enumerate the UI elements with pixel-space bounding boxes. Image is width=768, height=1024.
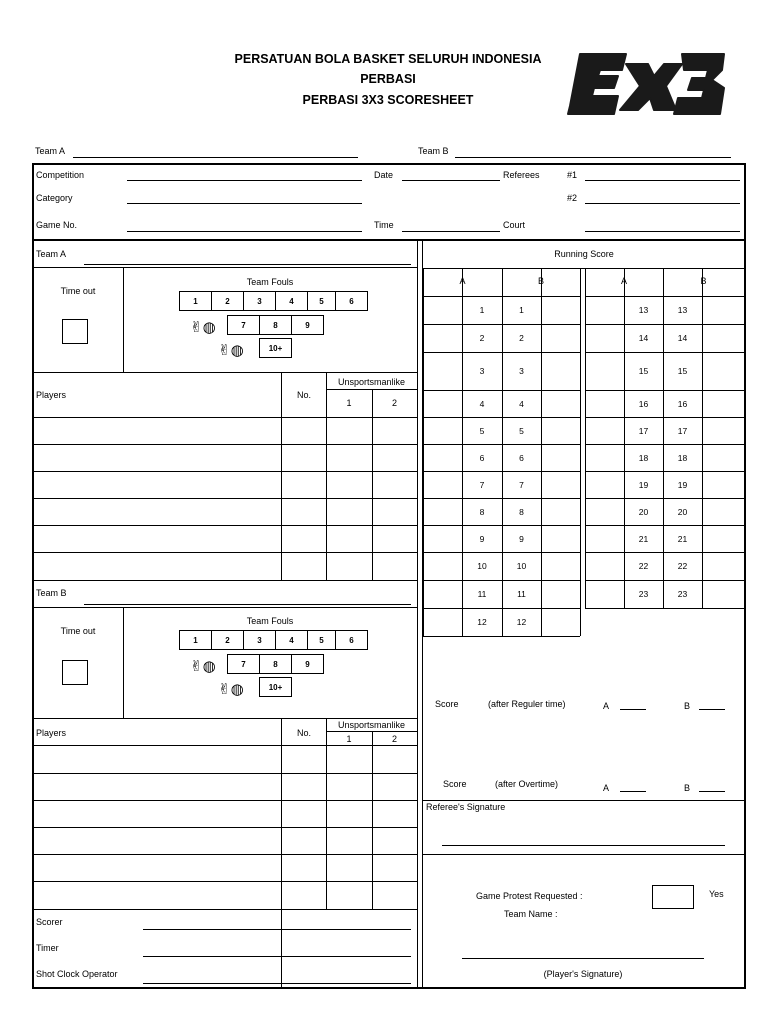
team-b-player-row[interactable]: [33, 745, 417, 746]
scoresheet-frame: [32, 163, 746, 989]
team-a-name-field[interactable]: [73, 157, 358, 158]
running-score-row-line: [585, 498, 745, 499]
running-score-a-number[interactable]: 2: [479, 333, 485, 343]
running-score-a-number[interactable]: 22: [638, 561, 649, 571]
team-b-foul-box-10plus[interactable]: 10+: [259, 677, 292, 697]
divider: [123, 608, 124, 718]
divider: [33, 239, 745, 241]
referee-1-field[interactable]: [585, 180, 740, 181]
score-overtime-label: Score: [443, 779, 467, 789]
top-team-b-label: Team B: [418, 146, 449, 156]
running-score-b-number[interactable]: 2: [519, 333, 524, 343]
score-overtime-a-field[interactable]: [620, 791, 646, 792]
running-score-a-number[interactable]: 15: [638, 366, 649, 376]
running-score-a-number[interactable]: 1: [479, 305, 485, 315]
running-score-a-number[interactable]: 17: [638, 425, 649, 436]
running-score-a-number[interactable]: 6: [479, 452, 485, 463]
3x3-logo: [566, 50, 726, 120]
running-score-row-line: [585, 580, 745, 581]
divider: [326, 372, 327, 580]
team-a-timeout-box[interactable]: [62, 319, 88, 344]
time-label: Time: [374, 220, 394, 230]
running-score-b-number[interactable]: 15: [677, 366, 688, 376]
hand-and-ball-icon: ✌◍: [190, 658, 216, 675]
referees-label: Referees: [503, 170, 540, 180]
hand-and-ball-icon: ✌◍: [218, 342, 244, 359]
divider: [423, 800, 745, 801]
team-b-player-row[interactable]: [33, 854, 417, 855]
team-b-section-label: Team B: [36, 588, 67, 598]
team-a-players-label: Players: [36, 390, 67, 400]
team-a-player-row[interactable]: [33, 444, 417, 445]
game-no-field[interactable]: [127, 231, 362, 232]
team-b-section-name-field[interactable]: [84, 604, 411, 605]
running-score-b-number[interactable]: 8: [519, 506, 524, 517]
running-score-a-number[interactable]: 3: [479, 366, 485, 376]
divider: [33, 718, 417, 719]
team-b-player-row[interactable]: [33, 827, 417, 828]
team-a-foul-box[interactable]: 2: [211, 291, 244, 311]
score-overtime-b-field[interactable]: [699, 791, 725, 792]
team-a-foul-box[interactable]: 8: [259, 315, 292, 335]
court-label: Court: [503, 220, 526, 230]
divider: [585, 268, 586, 608]
team-a-foul-box[interactable]: 3: [243, 291, 276, 311]
divider: [281, 372, 282, 580]
running-score-b-number[interactable]: 16: [677, 398, 688, 409]
team-a-foul-box[interactable]: 7: [227, 315, 260, 335]
divider: [702, 268, 703, 608]
after-overtime-label: (after Overtime): [495, 779, 559, 789]
header-line-3: PERBASI 3X3 SCORESHEET: [302, 93, 474, 107]
running-score-b-number[interactable]: 10: [516, 561, 527, 571]
team-a-foul-box[interactable]: 9: [291, 315, 324, 335]
timer-label: Timer: [36, 943, 59, 953]
shot-clock-operator-label: Shot Clock Operator: [36, 969, 118, 979]
team-a-player-row[interactable]: [33, 498, 417, 499]
divider: [580, 268, 581, 636]
team-b-player-row[interactable]: [33, 773, 417, 774]
team-b-foul-box[interactable]: 2: [211, 630, 244, 650]
running-score-a-number[interactable]: 9: [479, 533, 485, 544]
divider: [417, 240, 418, 988]
team-b-player-row[interactable]: [33, 800, 417, 801]
running-score-row-line: [423, 636, 580, 637]
running-score-row-line: [585, 417, 745, 418]
team-a-player-row[interactable]: [33, 552, 417, 553]
running-score-b-number[interactable]: 3: [519, 366, 524, 376]
divider: [624, 268, 625, 608]
team-b-foul-box[interactable]: 4: [275, 630, 308, 650]
team-a-section-label: Team A: [36, 249, 67, 259]
running-score-b-number[interactable]: 6: [519, 452, 524, 463]
team-a-player-row[interactable]: [33, 525, 417, 526]
team-a-fouls-label: Team Fouls: [246, 277, 294, 287]
scorer-field[interactable]: [143, 929, 411, 930]
running-score-row-line: [585, 552, 745, 553]
category-label: Category: [36, 193, 73, 203]
competition-field[interactable]: [127, 180, 362, 181]
player-signature-label: (Player's Signature): [543, 969, 623, 979]
team-b-foul-box[interactable]: 1: [179, 630, 212, 650]
team-b-timeout-label: Time out: [60, 626, 96, 636]
running-score-b-number[interactable]: 11: [517, 589, 526, 599]
header-line-1: PERSATUAN BOLA BASKET SELURUH INDONESIA: [234, 52, 542, 66]
running-score-a-number[interactable]: 19: [638, 479, 649, 490]
team-a-u1-label: 1: [346, 398, 352, 408]
team-a-section-name-field[interactable]: [84, 264, 411, 265]
divider: [123, 268, 124, 372]
team-b-foul-box[interactable]: 3: [243, 630, 276, 650]
running-score-b-number[interactable]: 14: [677, 333, 688, 343]
running-score-b-number[interactable]: 19: [677, 479, 688, 490]
running-score-b-number[interactable]: 12: [516, 617, 527, 627]
divider: [502, 268, 503, 636]
divider: [281, 909, 282, 988]
running-score-b-number[interactable]: 7: [519, 479, 524, 490]
score-regular-a-field[interactable]: [620, 709, 646, 710]
header-line-2: PERBASI: [360, 72, 416, 86]
team-a-u2-label: 2: [391, 398, 397, 408]
divider: [33, 909, 417, 910]
divider: [33, 580, 417, 581]
team-a-foul-box[interactable]: 4: [275, 291, 308, 311]
referee-2-label: #2: [567, 193, 578, 203]
running-score-b-number[interactable]: 20: [677, 506, 688, 517]
running-score-a-number[interactable]: 7: [479, 479, 485, 490]
hand-and-ball-icon: ✌◍: [218, 681, 244, 698]
timer-field[interactable]: [143, 956, 411, 957]
top-team-a-label: Team A: [35, 146, 66, 156]
team-a-player-row[interactable]: [33, 417, 417, 418]
team-a-no-label: No.: [296, 390, 311, 400]
running-score-col-b-label: B: [700, 276, 707, 286]
running-score-b-number[interactable]: 17: [677, 425, 688, 436]
running-score-b-number[interactable]: 22: [677, 561, 688, 571]
running-score-row-line: [585, 390, 745, 391]
team-b-players-label: Players: [36, 728, 67, 738]
player-signature-field[interactable]: [462, 958, 704, 959]
team-b-foul-box[interactable]: 7: [227, 654, 260, 674]
running-score-title: Running Score: [554, 249, 614, 259]
running-score-row-line: [585, 471, 745, 472]
team-a-foul-box[interactable]: 6: [335, 291, 368, 311]
category-field[interactable]: [127, 203, 362, 204]
running-score-b-number[interactable]: 23: [677, 589, 688, 599]
running-score-a-number[interactable]: 16: [638, 398, 649, 409]
team-a-timeout-label: Time out: [60, 286, 96, 296]
scorer-label: Scorer: [36, 917, 63, 927]
team-b-foul-box[interactable]: 9: [291, 654, 324, 674]
time-field[interactable]: [402, 231, 500, 232]
referee-1-label: #1: [567, 170, 578, 180]
running-score-a-number[interactable]: 11: [477, 589, 487, 599]
team-a-foul-box-10plus[interactable]: 10+: [259, 338, 292, 358]
court-field[interactable]: [585, 231, 740, 232]
running-score-a-number[interactable]: 4: [479, 398, 485, 409]
divider: [423, 854, 745, 855]
referee-signature-field[interactable]: [442, 845, 725, 846]
game-no-label: Game No.: [36, 220, 78, 230]
running-score-b-number[interactable]: 1: [519, 305, 524, 315]
score-overtime-b-label: B: [684, 783, 691, 793]
divider: [33, 267, 417, 268]
divider: [663, 268, 664, 608]
team-b-unsportsmanlike-label: Unsportsmanlike: [337, 720, 406, 730]
running-score-row-line: [585, 324, 745, 325]
running-score-b-number[interactable]: 21: [677, 533, 688, 544]
referee-signature-label: Referee's Signature: [426, 802, 506, 812]
running-score-col-a-label: A: [459, 276, 466, 286]
running-score-b-number[interactable]: 5: [519, 425, 524, 436]
running-score-a-number[interactable]: 23: [638, 589, 649, 599]
divider: [33, 372, 417, 373]
team-b-foul-box[interactable]: 5: [307, 630, 336, 650]
running-score-a-number[interactable]: 13: [638, 305, 649, 315]
competition-label: Competition: [36, 170, 85, 180]
running-score-row-line: [585, 525, 745, 526]
running-score-a-number[interactable]: 18: [638, 452, 649, 463]
team-a-foul-box[interactable]: 5: [307, 291, 336, 311]
running-score-b-number[interactable]: 4: [519, 398, 524, 409]
score-regular-b-label: B: [684, 701, 691, 711]
team-b-timeout-box[interactable]: [62, 660, 88, 685]
team-b-foul-box[interactable]: 8: [259, 654, 292, 674]
date-label: Date: [374, 170, 394, 180]
divider: [423, 268, 424, 636]
divider: [585, 296, 745, 297]
running-score-row-line: [585, 608, 745, 609]
team-a-foul-box[interactable]: 1: [179, 291, 212, 311]
running-score-a-number[interactable]: 14: [638, 333, 649, 343]
team-b-u1-label: 1: [346, 734, 352, 744]
team-b-player-row[interactable]: [33, 881, 417, 882]
running-score-a-number[interactable]: 10: [477, 561, 487, 571]
after-regular-time-label: (after Reguler time): [488, 699, 566, 709]
running-score-a-number[interactable]: 8: [479, 506, 485, 517]
running-score-row-line: [585, 444, 745, 445]
team-b-fouls-label: Team Fouls: [246, 616, 294, 626]
divider: [372, 731, 373, 909]
running-score-b-number[interactable]: 18: [677, 452, 688, 463]
protest-yes-checkbox[interactable]: [652, 885, 694, 909]
team-name-label: Team Name :: [504, 909, 558, 919]
running-score-a-number[interactable]: 5: [479, 425, 485, 436]
running-score-a-number[interactable]: 20: [638, 506, 649, 517]
divider: [744, 268, 745, 608]
divider: [33, 607, 417, 608]
divider: [462, 268, 463, 636]
referee-2-field[interactable]: [585, 203, 740, 204]
score-regular-label: Score: [435, 699, 459, 709]
score-overtime-a-label: A: [603, 783, 610, 793]
date-field[interactable]: [402, 180, 500, 181]
team-a-unsportsmanlike-label: Unsportsmanlike: [337, 377, 406, 387]
game-protest-label: Game Protest Requested :: [476, 891, 583, 901]
team-b-name-field[interactable]: [455, 157, 731, 158]
team-b-u2-label: 2: [391, 734, 397, 744]
team-a-player-row[interactable]: [33, 471, 417, 472]
divider: [423, 268, 745, 269]
divider: [541, 268, 542, 636]
running-score-row-line: [585, 352, 745, 353]
protest-yes-label: Yes: [709, 889, 724, 899]
running-score-a-number[interactable]: 12: [477, 617, 487, 627]
running-score-col-a-label: A: [620, 276, 627, 286]
score-regular-a-label: A: [603, 701, 610, 711]
shot-clock-operator-field[interactable]: [143, 983, 411, 984]
hand-and-ball-icon: ✌◍: [190, 319, 216, 336]
team-b-foul-box[interactable]: 6: [335, 630, 368, 650]
running-score-b-number[interactable]: 9: [519, 533, 524, 544]
running-score-col-b-label: B: [537, 276, 544, 286]
running-score-b-number[interactable]: 13: [677, 305, 688, 315]
running-score-a-number[interactable]: 21: [638, 533, 649, 544]
score-regular-b-field[interactable]: [699, 709, 725, 710]
team-b-no-label: No.: [296, 728, 311, 738]
